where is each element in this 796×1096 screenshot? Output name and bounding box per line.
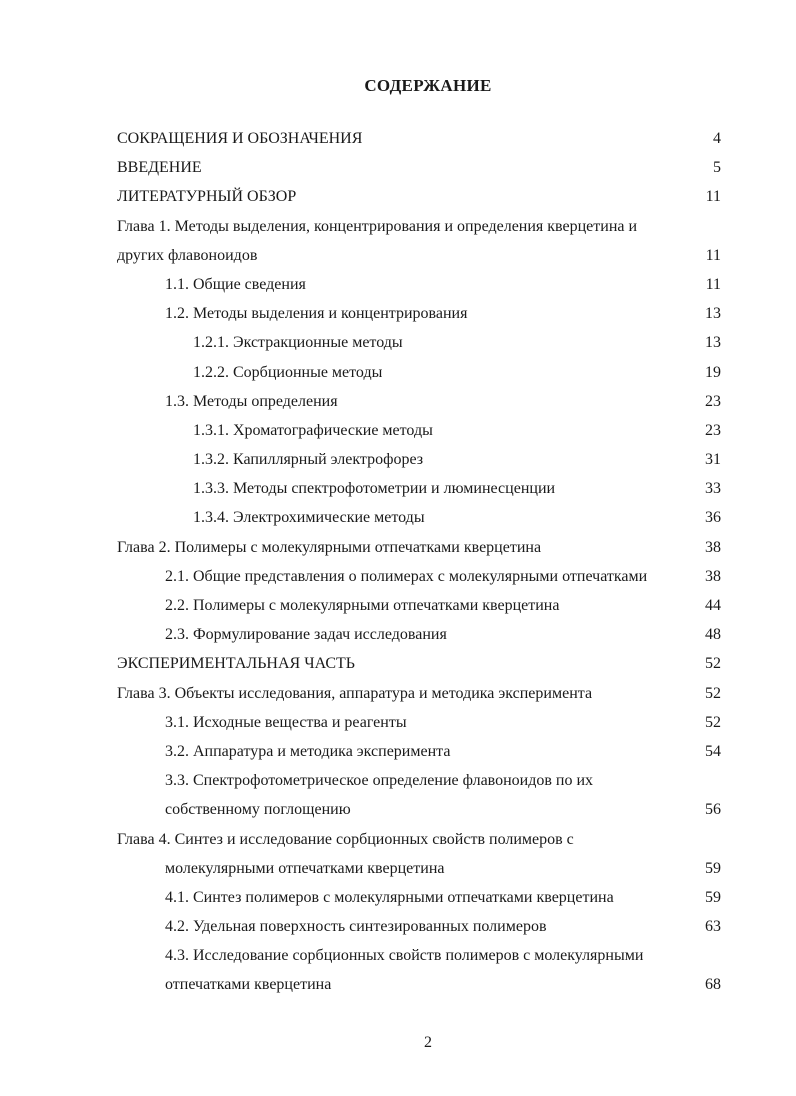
toc-entry-text: 1.3.4. Электрохимические методы [193, 509, 425, 527]
toc-entry-page: 13 [705, 305, 721, 323]
toc-entry-page: 19 [705, 363, 721, 381]
toc-entry-page: 38 [705, 538, 721, 556]
toc-entry[interactable] [0, 270, 796, 299]
toc-entry-text: Глава 4. Синтез и исследование сорбционных свойств полимеров с [117, 830, 574, 848]
toc-entry[interactable] [0, 299, 796, 328]
toc-entry-text: 1.2. Методы выделения и концентрирования [165, 305, 468, 323]
toc-entry[interactable] [0, 474, 796, 503]
toc-entry[interactable] [0, 591, 796, 620]
toc-entry-page: 23 [705, 421, 721, 439]
toc-entry-page: 11 [705, 246, 721, 264]
toc-entry-text: 2.1. Общие представления о полимерах с молекулярными отпечатками [165, 567, 648, 585]
toc-entry-text: ЭКСПЕРИМЕНТАЛЬНАЯ ЧАСТЬ [117, 655, 355, 673]
toc-entry-page: 11 [705, 275, 721, 293]
toc-entry-text: 1.1. Общие сведения [165, 275, 306, 293]
toc-entry[interactable] [0, 562, 796, 591]
toc-entry-text: 3.3. Спектрофотометрическое определение флавоноидов по их [165, 772, 594, 790]
toc-entry-text: 3.2. Аппаратура и методика эксперимента [165, 742, 451, 760]
toc-entry-text: 3.1. Исходные вещества и реагенты [165, 713, 407, 731]
toc-entry[interactable] [0, 416, 796, 445]
toc-entry-text: 4.3. Исследование сорбционных свойств полимеров с молекулярными [165, 947, 644, 965]
toc-entry[interactable] [0, 941, 796, 970]
toc-entry-text: СОКРАЩЕНИЯ И ОБОЗНАЧЕНИЯ [117, 130, 363, 147]
toc-entry[interactable] [0, 124, 796, 153]
toc-entry[interactable] [0, 795, 796, 824]
toc-entry-text: Глава 3. Объекты исследования, аппаратура и методика эксперимента [117, 684, 593, 702]
toc-entry[interactable] [0, 766, 796, 795]
toc-entry-text: 1.3.1. Хроматографические методы [193, 421, 433, 439]
toc-entry-page: 52 [705, 713, 721, 731]
toc-entry-page: 23 [705, 392, 721, 410]
toc-entry-page: 56 [705, 801, 721, 819]
toc-entry-page: 59 [705, 888, 721, 906]
toc-entry-text: собственному поглощению [165, 801, 351, 819]
toc-entry-page: 48 [705, 626, 721, 644]
toc-entry[interactable] [0, 503, 796, 532]
toc-entry-text: 4.2. Удельная поверхность синтезированных полимеров [165, 918, 547, 936]
toc-entry[interactable] [0, 241, 796, 270]
toc-entry[interactable] [0, 912, 796, 941]
toc-entry-text: отпечатками кверцетина [165, 976, 332, 994]
toc-entry-page: 11 [705, 188, 721, 206]
toc-entry-page: 54 [705, 742, 721, 760]
toc-entry-text: 4.1. Синтез полимеров с молекулярными отпечатками кверцетина [165, 888, 614, 906]
toc-entry-text: молекулярными отпечатками кверцетина [165, 859, 445, 877]
toc-entry[interactable] [0, 649, 796, 678]
toc-entry-text: 1.2.2. Сорбционные методы [193, 363, 383, 381]
toc-entry-page: 36 [705, 509, 721, 527]
page-number: 2 [424, 1034, 432, 1051]
toc-entry[interactable] [0, 620, 796, 649]
toc-entry[interactable] [0, 212, 796, 241]
toc-entry[interactable] [0, 737, 796, 766]
toc-entry[interactable] [0, 708, 796, 737]
toc-entry-page: 13 [705, 334, 721, 352]
toc-entry[interactable] [0, 182, 796, 211]
toc-entry-page: 5 [713, 159, 721, 177]
toc-entry-page: 52 [705, 655, 721, 673]
toc-entry[interactable] [0, 679, 796, 708]
toc-entry-page: 33 [705, 480, 721, 498]
toc-entry[interactable] [0, 387, 796, 416]
toc-entry[interactable] [0, 883, 796, 912]
toc-entry-page: 38 [705, 567, 721, 585]
toc-entry-text: 1.3.2. Капиллярный электрофорез [193, 451, 424, 469]
toc-entry-text: 2.3. Формулирование задач исследования [165, 626, 447, 644]
toc-entry-text: Глава 2. Полимеры с молекулярными отпечатками кверцетина [117, 538, 542, 556]
toc-entry-text: ВВЕДЕНИЕ [117, 159, 202, 177]
toc-entry-page: 68 [705, 976, 721, 994]
table-of-contents [0, 124, 796, 1000]
toc-entry-text: Глава 1. Методы выделения, концентрирования и определения кверцетина и [117, 217, 638, 235]
toc-entry-page: 63 [705, 918, 721, 936]
toc-entry[interactable] [0, 533, 796, 562]
toc-entry[interactable] [0, 358, 796, 387]
toc-entry[interactable] [0, 153, 796, 182]
toc-entry-page: 31 [705, 451, 721, 469]
toc-entry-text: 1.2.1. Экстракционные методы [193, 334, 403, 352]
toc-entry[interactable] [0, 445, 796, 474]
toc-entry-page: 4 [713, 130, 721, 147]
page-title: СОДЕРЖАНИЕ [364, 76, 492, 95]
toc-entry-text: 1.3. Методы определения [165, 392, 338, 410]
toc-entry[interactable] [0, 825, 796, 854]
toc-entry-text: ЛИТЕРАТУРНЫЙ ОБЗОР [117, 188, 297, 206]
toc-entry-text: 1.3.3. Методы спектрофотометрии и люминесценции [193, 480, 556, 498]
toc-entry-page: 59 [705, 859, 721, 877]
toc-entry[interactable] [0, 970, 796, 999]
toc-entry[interactable] [0, 328, 796, 357]
toc-entry-page: 52 [705, 684, 721, 702]
toc-entry[interactable] [0, 854, 796, 883]
toc-entry-page: 44 [705, 597, 721, 614]
toc-entry-text: других флавоноидов [117, 246, 258, 264]
toc-entry-text: 2.2. Полимеры с молекулярными отпечатками кверцетина [165, 597, 560, 614]
